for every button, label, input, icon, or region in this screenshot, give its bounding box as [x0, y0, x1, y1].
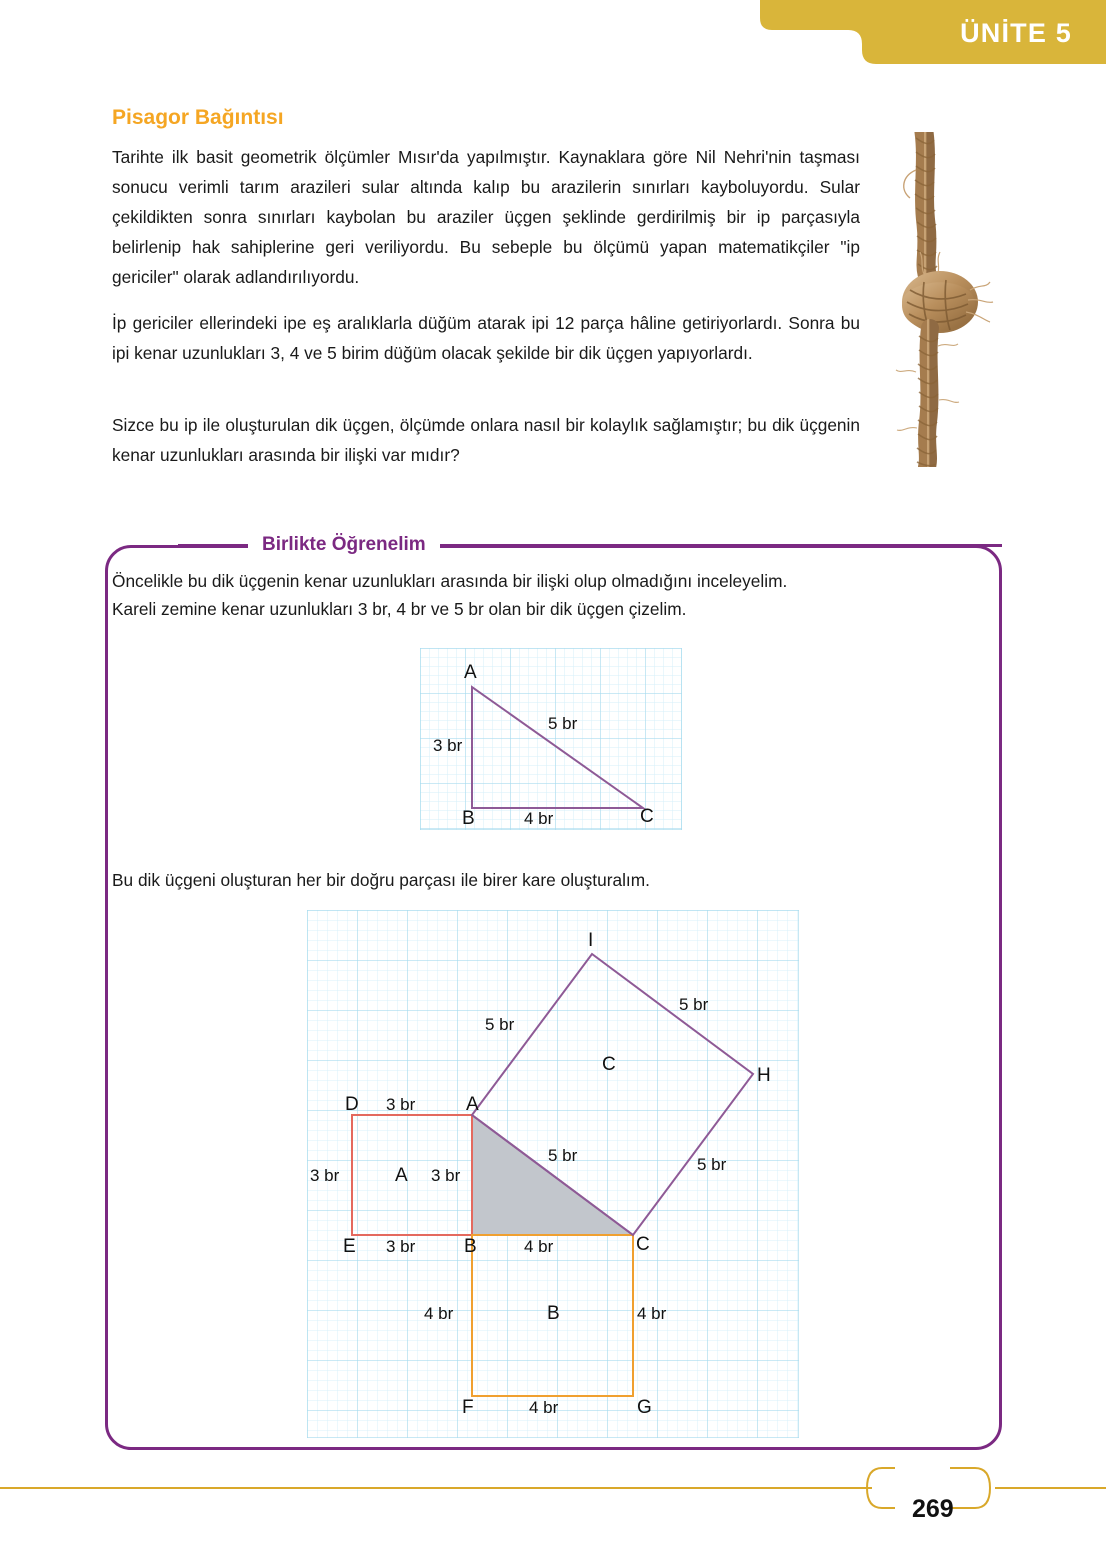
fig2-red-top-label: 3 br	[386, 1095, 416, 1114]
fig2-purple-lower-left-label: 5 br	[548, 1146, 578, 1165]
fig1-hypotenuse-label: 5 br	[548, 714, 578, 733]
fig2-orange-left-label: 4 br	[424, 1304, 454, 1323]
fig2-point-H: H	[757, 1065, 771, 1086]
paragraph-question: Sizce bu ip ile oluşturulan dik üçgen, ölçümde onlara nasıl bir kolaylık sağlamıştır; bu dik üçgenin kenar uzunlukları arasında bir ilişki var mıdır?	[112, 415, 860, 465]
fig2-point-B: B	[464, 1236, 477, 1257]
instruction-line-1: Öncelikle bu dik üçgenin kenar uzunlukları arasında bir ilişki olup olmadığını inceleyelim.	[112, 571, 788, 591]
instruction-text-2: Bu dik üçgeni oluşturan her bir doğru parçası ile birer kare oluşturalım.	[112, 870, 650, 890]
fig2-red-left-label: 3 br	[310, 1166, 340, 1185]
fig2-orange-top-label: 4 br	[524, 1237, 554, 1256]
fig1-point-A: A	[464, 662, 477, 683]
fig2-orange-center-label: B	[547, 1303, 560, 1324]
fig2-point-E: E	[343, 1236, 356, 1257]
page-number: 269	[912, 1495, 954, 1523]
fig2-red-bottom-label: 3 br	[386, 1237, 416, 1256]
fig2-point-D: D	[345, 1094, 359, 1115]
fig2-orange-right-label: 4 br	[637, 1304, 667, 1323]
fig1-leg-b-label: 4 br	[524, 809, 554, 828]
fig2-point-C: C	[636, 1234, 650, 1255]
fig2-purple-upper-right-label: 5 br	[679, 995, 709, 1014]
unit-label: ÜNİTE 5	[960, 18, 1072, 48]
fig2-red-center-label: A	[395, 1165, 408, 1186]
fig2-point-I: I	[588, 930, 594, 951]
unit-banner	[736, 0, 1106, 68]
fig2-point-G: G	[637, 1397, 652, 1418]
fig2-purple-center-label: C	[602, 1054, 616, 1075]
figure-right-triangle	[420, 648, 682, 830]
fig2-point-F: F	[462, 1397, 474, 1418]
fig2-purple-upper-left-label: 5 br	[485, 1015, 515, 1034]
instruction-line-2: Kareli zemine kenar uzunlukları 3 br, 4 br ve 5 br olan bir dik üçgen çizelim.	[112, 599, 687, 619]
fig2-purple-lower-right-label: 5 br	[697, 1155, 727, 1174]
fig2-point-A: A	[466, 1094, 479, 1115]
paragraph-rope-knots: İp gericiler ellerindeki ipe eş aralıklarla düğüm atarak ipi 12 parça hâline getiriyorlardı. Sonra bu ipi kenar uzunlukları 3, 4 ve 5 birim düğüm olacak şekilde bir dik üçgen yapıyorlardı.	[112, 313, 860, 363]
paragraph-intro: Tarihte ilk basit geometrik ölçümler Mısır'da yapılmıştır. Kaynaklara göre Nil Nehri'nin taşması sonucu verimli tarım arazileri sular altında kalıp bu arazilerin sınırları kayboluyordu. Sular çekildikten sonra sınırları kaybolan bu araziler üçgen şeklinde gerdirilmiş bir ip parçasıyla belirlenip hak sahiplerine geri veriliyordu. Bu sebeple bu ölçümü yapan matematikçiler "ip gericiler" olarak adlandırılıyordu.	[112, 147, 860, 287]
fig1-point-C: C	[640, 806, 654, 827]
legend-title: Birlikte Öğrenelim	[248, 534, 440, 556]
fig2-orange-bottom-label: 4 br	[529, 1398, 559, 1417]
fig2-red-right-label: 3 br	[431, 1166, 461, 1185]
rope-photo	[894, 132, 1106, 467]
fig1-point-B: B	[462, 808, 475, 829]
fig1-leg-a-label: 3 br	[433, 736, 463, 755]
page-title: Pisagor Bağıntısı	[112, 106, 284, 129]
figure-pythagoras-squares	[307, 910, 799, 1438]
instruction-text-1	[112, 567, 912, 623]
